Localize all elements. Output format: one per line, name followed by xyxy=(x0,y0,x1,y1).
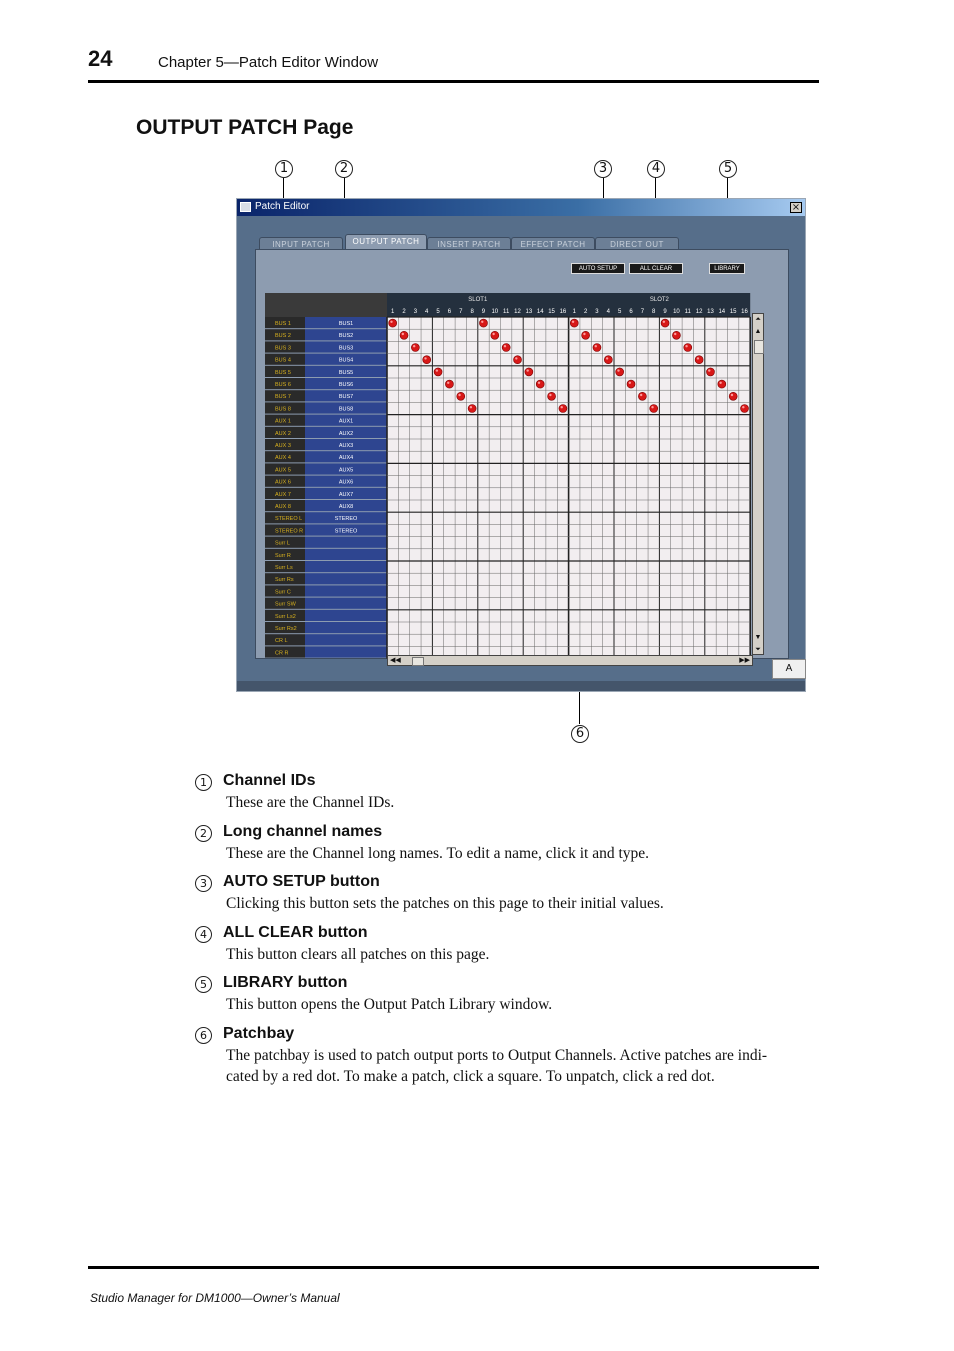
patch-dot[interactable] xyxy=(695,356,703,364)
patch-dot[interactable] xyxy=(445,380,453,388)
channel-id-label: AUX 5 xyxy=(275,467,291,474)
patch-dot[interactable] xyxy=(434,368,442,376)
patch-dot-highlight xyxy=(436,369,438,371)
scroll-down-icon[interactable]: ▼ xyxy=(754,633,762,641)
port-number: 13 xyxy=(525,309,533,315)
tab-input-patch[interactable]: INPUT PATCH xyxy=(259,237,343,251)
patch-dot[interactable] xyxy=(411,344,419,352)
channel-id-label: BUS 4 xyxy=(275,357,291,364)
channel-id-label: Surr R xyxy=(275,552,291,559)
port-number: 3 xyxy=(595,309,599,315)
horizontal-scrollbar[interactable] xyxy=(387,655,753,666)
header-corner xyxy=(265,293,387,317)
patch-dot[interactable] xyxy=(514,356,522,364)
channel-id-label: CR R xyxy=(275,650,289,657)
all-clear-button[interactable]: ALL CLEAR xyxy=(629,263,683,274)
slot-label: SLOT1 xyxy=(468,297,488,303)
patchbay[interactable] xyxy=(265,293,760,657)
port-number: 1 xyxy=(391,309,395,315)
item-5-title: LIBRARY button xyxy=(223,974,348,991)
patch-dot[interactable] xyxy=(604,356,612,364)
patch-dot[interactable] xyxy=(627,380,635,388)
window-title: Patch Editor xyxy=(255,201,310,212)
footer-text: Studio Manager for DM1000—Owner’s Manual xyxy=(90,1291,340,1305)
port-number: 13 xyxy=(707,309,714,315)
callout-5: 5 xyxy=(719,160,737,178)
item-1-title: Channel IDs xyxy=(223,772,316,789)
long-name-label: BUS7 xyxy=(338,394,354,401)
patch-dot[interactable] xyxy=(706,368,714,376)
patch-dot[interactable] xyxy=(423,356,431,364)
patch-dot-highlight xyxy=(561,406,563,408)
channel-id-label: BUS 2 xyxy=(275,333,291,340)
channel-id-label: Surr Ls2 xyxy=(275,613,296,620)
patch-dot-highlight xyxy=(640,394,642,396)
channel-id-label: Surr Rs2 xyxy=(275,626,297,632)
long-name-label: STEREO xyxy=(334,516,358,523)
patch-dot-highlight xyxy=(719,382,721,384)
item-2-body: These are the Channel long names. To edit a name, click it and type. xyxy=(226,845,650,862)
status-indicator: A xyxy=(772,659,806,679)
port-number: 10 xyxy=(491,309,499,315)
patch-dot[interactable] xyxy=(672,331,680,339)
scroll-up-icon[interactable]: ▲ xyxy=(754,327,762,335)
patch-dot[interactable] xyxy=(468,405,476,413)
patch-dot[interactable] xyxy=(400,331,408,339)
patch-dot-highlight xyxy=(663,321,665,323)
long-name-label: AUX4 xyxy=(338,455,354,462)
port-number: 11 xyxy=(684,309,691,315)
port-number: 14 xyxy=(536,309,544,315)
port-number: 8 xyxy=(470,309,474,315)
long-name-label: BUS3 xyxy=(338,345,354,352)
port-number: 6 xyxy=(447,309,452,315)
window-bottom-bar xyxy=(237,681,805,691)
footer-rule xyxy=(88,1266,819,1269)
item-5-body: This button opens the Output Patch Library window. xyxy=(226,996,553,1013)
port-number: 8 xyxy=(652,309,656,315)
channel-id-label: BUS 7 xyxy=(275,394,291,401)
scroll-leftmost-icon[interactable]: ◀◀ xyxy=(390,656,401,664)
channel-id-label: Surr Ls xyxy=(275,565,293,571)
long-name-cell[interactable] xyxy=(305,634,387,645)
patch-dot[interactable] xyxy=(548,392,556,400)
patch-dot-highlight xyxy=(424,357,426,359)
patch-dot-highlight xyxy=(629,382,631,384)
port-number: 16 xyxy=(741,309,748,315)
long-name-label: BUS1 xyxy=(338,321,354,327)
patch-dot-highlight xyxy=(606,357,608,359)
item-3-title: AUTO SETUP button xyxy=(223,873,380,890)
long-name-label: BUS4 xyxy=(338,357,354,364)
patch-dot[interactable] xyxy=(457,392,465,400)
patch-editor-window xyxy=(236,198,806,692)
patch-dot-highlight xyxy=(470,406,472,408)
channel-id-label: BUS 6 xyxy=(275,382,291,388)
port-number: 4 xyxy=(425,309,429,315)
long-name-label: BUS6 xyxy=(338,382,354,388)
port-number: 3 xyxy=(413,309,418,315)
port-number: 5 xyxy=(436,309,440,315)
tab-output-patch[interactable]: OUTPUT PATCH xyxy=(345,234,427,251)
port-number: 12 xyxy=(514,309,521,315)
port-number: 14 xyxy=(718,309,726,315)
patch-dot-highlight xyxy=(492,333,494,335)
long-name-cell[interactable] xyxy=(305,598,387,609)
long-name-cell[interactable] xyxy=(305,585,387,596)
item-2-title: Long channel names xyxy=(223,823,383,840)
app-icon xyxy=(240,202,251,212)
patch-dot-highlight xyxy=(572,321,574,323)
patch-dot[interactable] xyxy=(650,405,658,413)
long-name-label: BUS5 xyxy=(338,369,354,376)
patch-dot-highlight xyxy=(413,345,415,347)
channel-id-label: AUX 6 xyxy=(275,479,291,486)
channel-id-label: BUS 1 xyxy=(275,321,291,327)
patch-dot[interactable] xyxy=(718,380,726,388)
port-number: 12 xyxy=(695,309,703,315)
channel-id-label: BUS 8 xyxy=(275,406,291,413)
channel-id-label: BUS 5 xyxy=(275,369,291,376)
patch-dot-highlight xyxy=(526,369,528,371)
item-5-number: 5 xyxy=(195,976,212,993)
item-1-body: These are the Channel IDs. xyxy=(226,794,395,811)
section-title: OUTPUT PATCH Page xyxy=(136,116,354,139)
patch-dot-highlight xyxy=(402,333,404,335)
patch-dot-highlight xyxy=(731,394,733,396)
callout-3: 3 xyxy=(594,160,612,178)
port-number: 11 xyxy=(503,309,510,315)
long-name-label: BUS2 xyxy=(338,333,354,340)
port-number: 15 xyxy=(729,309,737,315)
channel-id-label: AUX 2 xyxy=(275,430,291,437)
item-6-title: Patchbay xyxy=(223,1025,295,1042)
horizontal-scroll-thumb[interactable] xyxy=(412,657,424,666)
item-3-body: Clicking this button sets the patches on this page to their initial values. xyxy=(226,895,664,912)
long-name-label: AUX7 xyxy=(338,491,354,498)
patch-dot-highlight xyxy=(504,345,506,347)
channel-id-label: AUX 8 xyxy=(275,504,291,510)
library-button[interactable]: LIBRARY xyxy=(709,263,745,274)
channel-id-label: Surr L xyxy=(275,540,290,547)
callout-2: 2 xyxy=(335,160,353,178)
patch-dot-highlight xyxy=(447,382,449,384)
patch-dot[interactable] xyxy=(389,319,397,327)
port-number: 7 xyxy=(640,309,645,315)
patch-dot[interactable] xyxy=(536,380,544,388)
patch-dot[interactable] xyxy=(502,344,510,352)
patch-dot-highlight xyxy=(651,406,653,408)
item-6-body-line-2: cated by a red dot. To make a patch, click a square. To unpatch, click a red dot. xyxy=(226,1068,715,1085)
patch-dot-highlight xyxy=(595,345,597,347)
port-number: 7 xyxy=(459,309,463,315)
scroll-rightmost-icon[interactable]: ▶▶ xyxy=(739,656,750,664)
tab-insert-patch[interactable]: INSERT PATCH xyxy=(427,237,511,251)
port-number: 2 xyxy=(402,309,406,315)
item-4-title: ALL CLEAR button xyxy=(223,924,368,941)
patch-dot[interactable] xyxy=(638,392,646,400)
scroll-bottom-icon[interactable]: ⏷ xyxy=(755,645,761,653)
long-name-cell[interactable] xyxy=(305,537,387,548)
long-name-label: AUX1 xyxy=(338,418,354,425)
port-number: 9 xyxy=(663,309,667,315)
patch-dot[interactable] xyxy=(729,392,737,400)
long-name-label: STEREO xyxy=(334,528,358,535)
patch-dot-highlight xyxy=(674,333,676,335)
port-number: 2 xyxy=(583,309,588,315)
patch-dot-highlight xyxy=(685,345,687,347)
item-1-number: 1 xyxy=(195,774,212,791)
long-name-cell[interactable] xyxy=(305,622,387,633)
slot-label: SLOT2 xyxy=(649,297,669,303)
patch-dot[interactable] xyxy=(616,368,624,376)
scroll-thumb[interactable] xyxy=(754,340,764,354)
channel-id-label: CR L xyxy=(275,638,288,645)
patch-dot-highlight xyxy=(708,369,710,371)
channel-id-label: Surr C xyxy=(275,589,291,596)
long-name-label: AUX2 xyxy=(338,430,354,437)
port-number: 10 xyxy=(673,309,680,315)
long-name-label: BUS8 xyxy=(338,406,354,413)
channel-id-label: STEREO R xyxy=(275,528,304,535)
long-name-cell[interactable] xyxy=(305,610,387,621)
port-number: 6 xyxy=(629,309,633,315)
patch-dot-highlight xyxy=(742,406,744,408)
tab-direct-out-patch[interactable]: DIRECT OUT xyxy=(595,237,679,251)
channel-id-label: AUX 3 xyxy=(275,443,291,449)
patch-dot[interactable] xyxy=(491,331,499,339)
long-name-cell[interactable] xyxy=(305,573,387,584)
callout-4: 4 xyxy=(647,160,665,178)
patch-dot[interactable] xyxy=(684,344,692,352)
patch-dot[interactable] xyxy=(559,405,567,413)
patch-dot-highlight xyxy=(458,394,460,396)
channel-id-label: BUS 3 xyxy=(275,345,291,352)
patch-dot[interactable] xyxy=(570,319,578,327)
page-number: 24 xyxy=(88,46,113,71)
title-bar[interactable] xyxy=(237,199,805,216)
patch-dot-highlight xyxy=(538,382,540,384)
callout-1: 1 xyxy=(275,160,293,178)
channel-id-label: STEREO L xyxy=(275,516,303,523)
patch-dot[interactable] xyxy=(593,344,601,352)
channel-id-label: AUX 4 xyxy=(275,455,291,462)
patch-dot-highlight xyxy=(390,321,392,323)
port-number: 5 xyxy=(618,309,622,315)
long-name-label: AUX8 xyxy=(338,504,354,510)
close-icon[interactable]: × xyxy=(791,202,801,213)
patch-dot-highlight xyxy=(481,321,483,323)
item-6-number: 6 xyxy=(195,1027,212,1044)
item-2-number: 2 xyxy=(195,825,212,842)
port-number: 1 xyxy=(572,309,576,315)
patch-dot-highlight xyxy=(515,357,517,359)
patch-dot[interactable] xyxy=(741,405,749,413)
patch-dot[interactable] xyxy=(525,368,533,376)
long-name-label: AUX6 xyxy=(338,479,354,486)
long-name-cell[interactable] xyxy=(305,646,387,657)
item-4-number: 4 xyxy=(195,926,212,943)
item-3-number: 3 xyxy=(195,875,212,892)
channel-id-label: Surr SW xyxy=(275,601,296,608)
port-number: 4 xyxy=(606,309,610,315)
channel-id-label: AUX 1 xyxy=(275,418,291,425)
header-rule xyxy=(88,80,819,83)
patch-dot-highlight xyxy=(617,369,619,371)
patch-dot-highlight xyxy=(549,394,551,396)
auto-setup-button[interactable]: AUTO SETUP xyxy=(571,263,625,274)
patch-dot[interactable] xyxy=(479,319,487,327)
patch-dot[interactable] xyxy=(661,319,669,327)
scroll-top-icon[interactable]: ⏶ xyxy=(755,315,761,323)
patch-dot-highlight xyxy=(583,333,585,335)
patch-dot[interactable] xyxy=(582,331,590,339)
long-name-cell[interactable] xyxy=(305,561,387,572)
tab-effect-patch[interactable]: EFFECT PATCH xyxy=(511,237,595,251)
long-name-label: AUX5 xyxy=(338,467,354,474)
port-number: 9 xyxy=(481,309,486,315)
vertical-scrollbar[interactable] xyxy=(752,313,764,655)
channel-id-label: AUX 7 xyxy=(275,491,291,498)
item-4-body: This button clears all patches on this page. xyxy=(226,946,490,963)
long-name-cell[interactable] xyxy=(305,549,387,560)
port-number: 16 xyxy=(559,309,567,315)
chapter-title: Chapter 5—Patch Editor Window xyxy=(158,54,379,71)
patch-dot-highlight xyxy=(697,357,699,359)
port-number: 15 xyxy=(548,309,555,315)
channel-id-label: Surr Rs xyxy=(275,577,294,584)
item-6-body-line-1: The patchbay is used to patch output ports to Output Channels. Active patches are indi- xyxy=(226,1047,768,1064)
long-name-label: AUX3 xyxy=(338,443,354,449)
callout-6: 6 xyxy=(571,725,589,743)
